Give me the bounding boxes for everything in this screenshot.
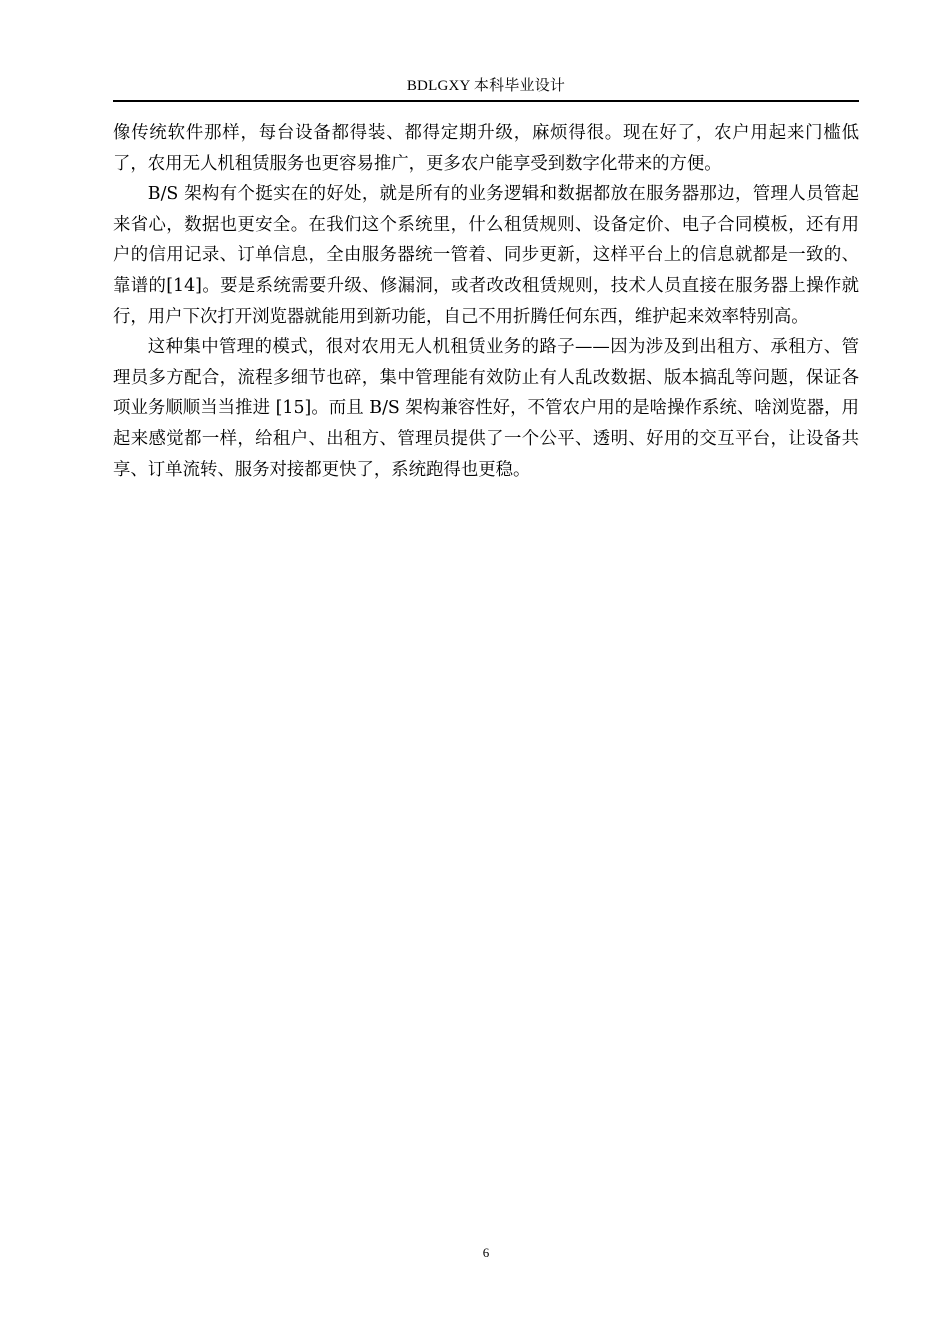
running-header: BDLGXY 本科毕业设计 <box>406 78 566 94</box>
paragraph-continuation: 像传统软件那样，每台设备都得装、都得定期升级，麻烦得很。现在好了，农户用起来门槛低了，农用无人机租赁服务也更容易推广，更多农户能享受到数字化带来的方便。 <box>113 123 859 174</box>
body-text <box>113 118 859 485</box>
paragraph-centralized-management: 这种集中管理的模式，很对农用无人机租赁业务的路子——因为涉及到出租方、承租方、管理员多方配合，流程多细节也碎，集中管理能有效防止有人乱改数据、版本搞乱等问题，保证各项业务顺顺当当推进 [15]。而且 B/S 架构兼容性好，不管农户用的是啥操作系统、啥浏览器，用起来感觉都一样，给租户、出租方、管理员提供了一个公平、透明、好用的交互平台，让设备共享、订单流转、服务对接都更快了，系统跑得也更稳。 <box>113 337 859 480</box>
header-rule <box>113 100 859 102</box>
paragraph-bs-architecture: B/S 架构有个挺实在的好处，就是所有的业务逻辑和数据都放在服务器那边，管理人员管起来省心，数据也更安全。在我们这个系统里，什么租赁规则、设备定价、电子合同模板，还有用户的信用记录、订单信息，全由服务器统一管着、同步更新，这样平台上的信息就都是一致的、靠谱的[14]。要是系统需要升级、修漏洞，或者改改租赁规则，技术人员直接在服务器上操作就行，用户下次打开浏览器就能用到新功能，自己不用折腾任何东西，维护起来效率特别高。 <box>113 184 859 327</box>
page-number: 6 <box>482 1245 490 1260</box>
